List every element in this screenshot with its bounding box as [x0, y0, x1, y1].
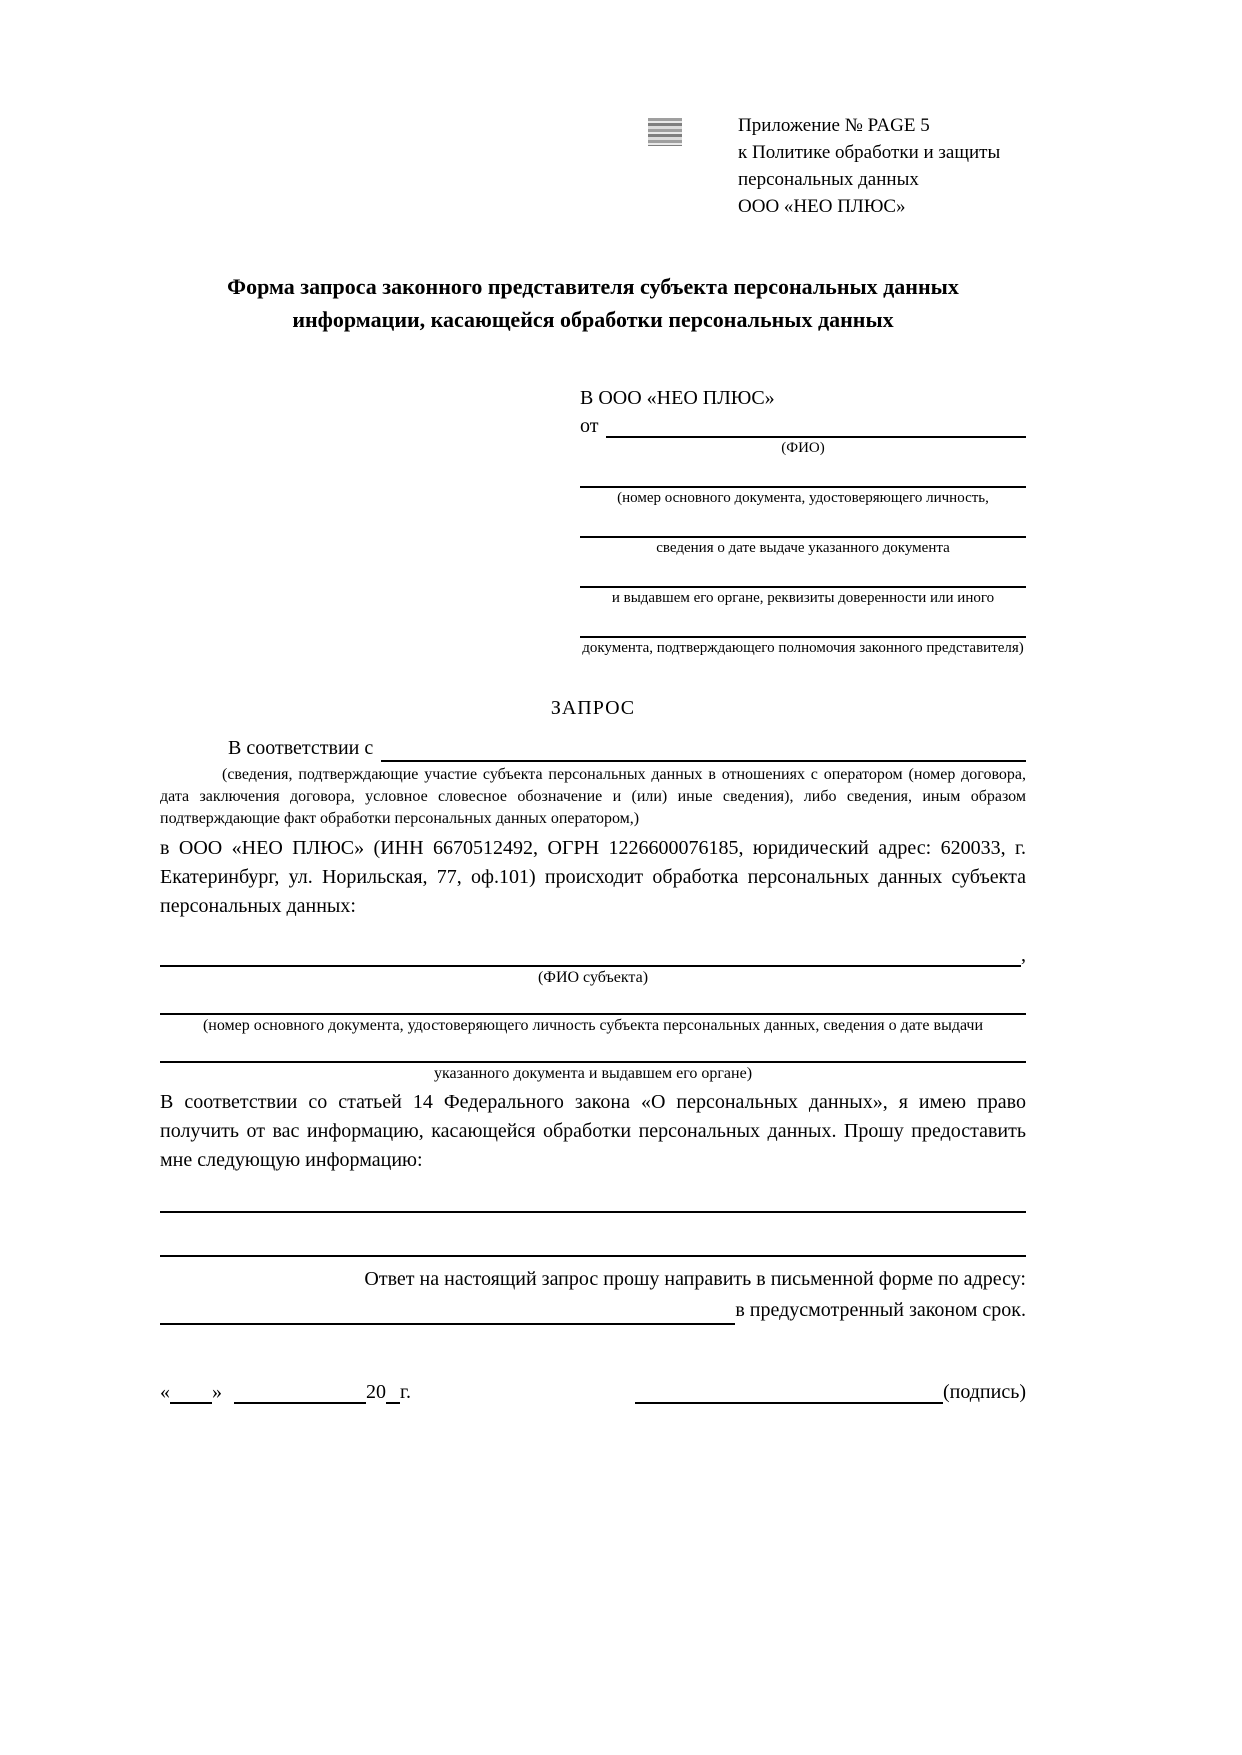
operator-paragraph: в ООО «НЕО ПЛЮС» (ИНН 6670512492, ОГРН 1226600076185, юридический адрес: 620033, г. Екатеринбург, ул. Норильская, 77, оф.101) происходит обработка персональных данных субъекта персональных данных:: [160, 837, 1026, 917]
appendix-header: [738, 112, 1026, 220]
embedded-object-icon: [648, 118, 682, 146]
request-heading: ЗАПРОС: [550, 697, 636, 719]
signature-field: [635, 1381, 1026, 1404]
signature-row: [160, 1381, 1026, 1404]
header-line-personal-data: персональных данных: [738, 169, 919, 190]
requested-info-blank-line-1: [160, 1211, 1026, 1213]
year-prefix: 20: [366, 1381, 386, 1403]
blank-line: [160, 1301, 735, 1325]
subject-document-field: [160, 988, 1026, 1036]
year-suffix: г.: [400, 1381, 411, 1403]
header-line-appendix: Приложение № PAGE 5: [738, 115, 930, 136]
open-quote: «: [160, 1381, 170, 1403]
blank-line: [160, 1036, 1026, 1063]
answer-request-line: Ответ на настоящий запрос прошу направить в письменной форме по адресу:: [364, 1268, 1026, 1290]
header-line-company: ООО «НЕО ПЛЮС»: [738, 196, 906, 217]
blank-line: [580, 608, 1026, 638]
signature-blank-line: [635, 1384, 943, 1404]
close-quote: »: [212, 1381, 222, 1403]
trailing-comma: ,: [1021, 944, 1026, 966]
in-accordance-label: В соответствии с: [228, 737, 374, 759]
from-label: от: [580, 415, 599, 437]
requested-info-blank-line-2: [160, 1255, 1026, 1257]
caption-fio: (ФИО): [781, 440, 825, 456]
from-field: [580, 412, 1026, 438]
addressee-block: [580, 384, 1026, 658]
blank-line: [160, 988, 1026, 1015]
subject-document-authority-field: [160, 1036, 1026, 1084]
date-field: [160, 1381, 411, 1404]
fine-print-note: (сведения, подтверждающие участие субъекта персональных данных в отношениях с оператором (номер договора, дата заключения договора, условное словесное обозначение и (или) иные сведения), либо сведения, иным образом подтверждающие факт обработки персональных данных оператором,): [160, 766, 1026, 827]
caption-subject-doc-authority: указанного документа и выдавшем его органе): [433, 1065, 753, 1082]
year-blank-line: [386, 1384, 400, 1404]
day-blank-line: [170, 1384, 212, 1404]
answer-address-field: [160, 1296, 1026, 1325]
signature-caption: (подпись): [942, 1381, 1026, 1403]
caption-subject-fio: (ФИО субъекта): [537, 969, 649, 986]
blank-line: [580, 558, 1026, 588]
document-title-line1: Форма запроса законного представителя субъекта персональных данных: [227, 274, 959, 299]
document-title: [160, 270, 1026, 336]
caption-issue-date: сведения о дате выдаче указанного документа: [656, 540, 950, 556]
caption-doc-number: (номер основного документа, удостоверяющего личность,: [617, 490, 989, 506]
blank-line: [381, 760, 1026, 762]
header-section: [160, 112, 1026, 224]
document-content: [160, 112, 1026, 1404]
month-blank-line: [234, 1384, 366, 1404]
answer-suffix: в предусмотренный законом срок.: [735, 1299, 1026, 1321]
subject-fio-field: [160, 943, 1026, 967]
representative-authority-field: [580, 608, 1026, 658]
document-number-field: [580, 458, 1026, 508]
caption-subject-doc: (номер основного документа, удостоверяющего личность субъекта персональных данных, сведения о дате выдачи: [202, 1017, 984, 1034]
caption-issuing-authority: и выдавшем его органе, реквизиты доверенности или иного: [611, 590, 995, 606]
article-14-paragraph: В соответствии со статьей 14 Федерального закона «О персональных данных», я имею право получить от вас информацию, касающейся обработки персональных данных. Прошу предоставить мне следующую информацию:: [160, 1091, 1026, 1171]
in-accordance-field: [160, 734, 1026, 762]
blank-line: [580, 458, 1026, 488]
caption-representative-authority: документа, подтверждающего полномочия законного представителя): [582, 640, 1024, 656]
issuing-authority-field: [580, 558, 1026, 608]
document-title-line2: информации, касающейся обработки персональных данных: [292, 307, 894, 332]
header-line-policy: к Политике обработки и защиты: [738, 142, 1001, 163]
issue-date-field: [580, 508, 1026, 558]
addressee-company: В ООО «НЕО ПЛЮС»: [580, 387, 775, 409]
blank-line: [580, 508, 1026, 538]
